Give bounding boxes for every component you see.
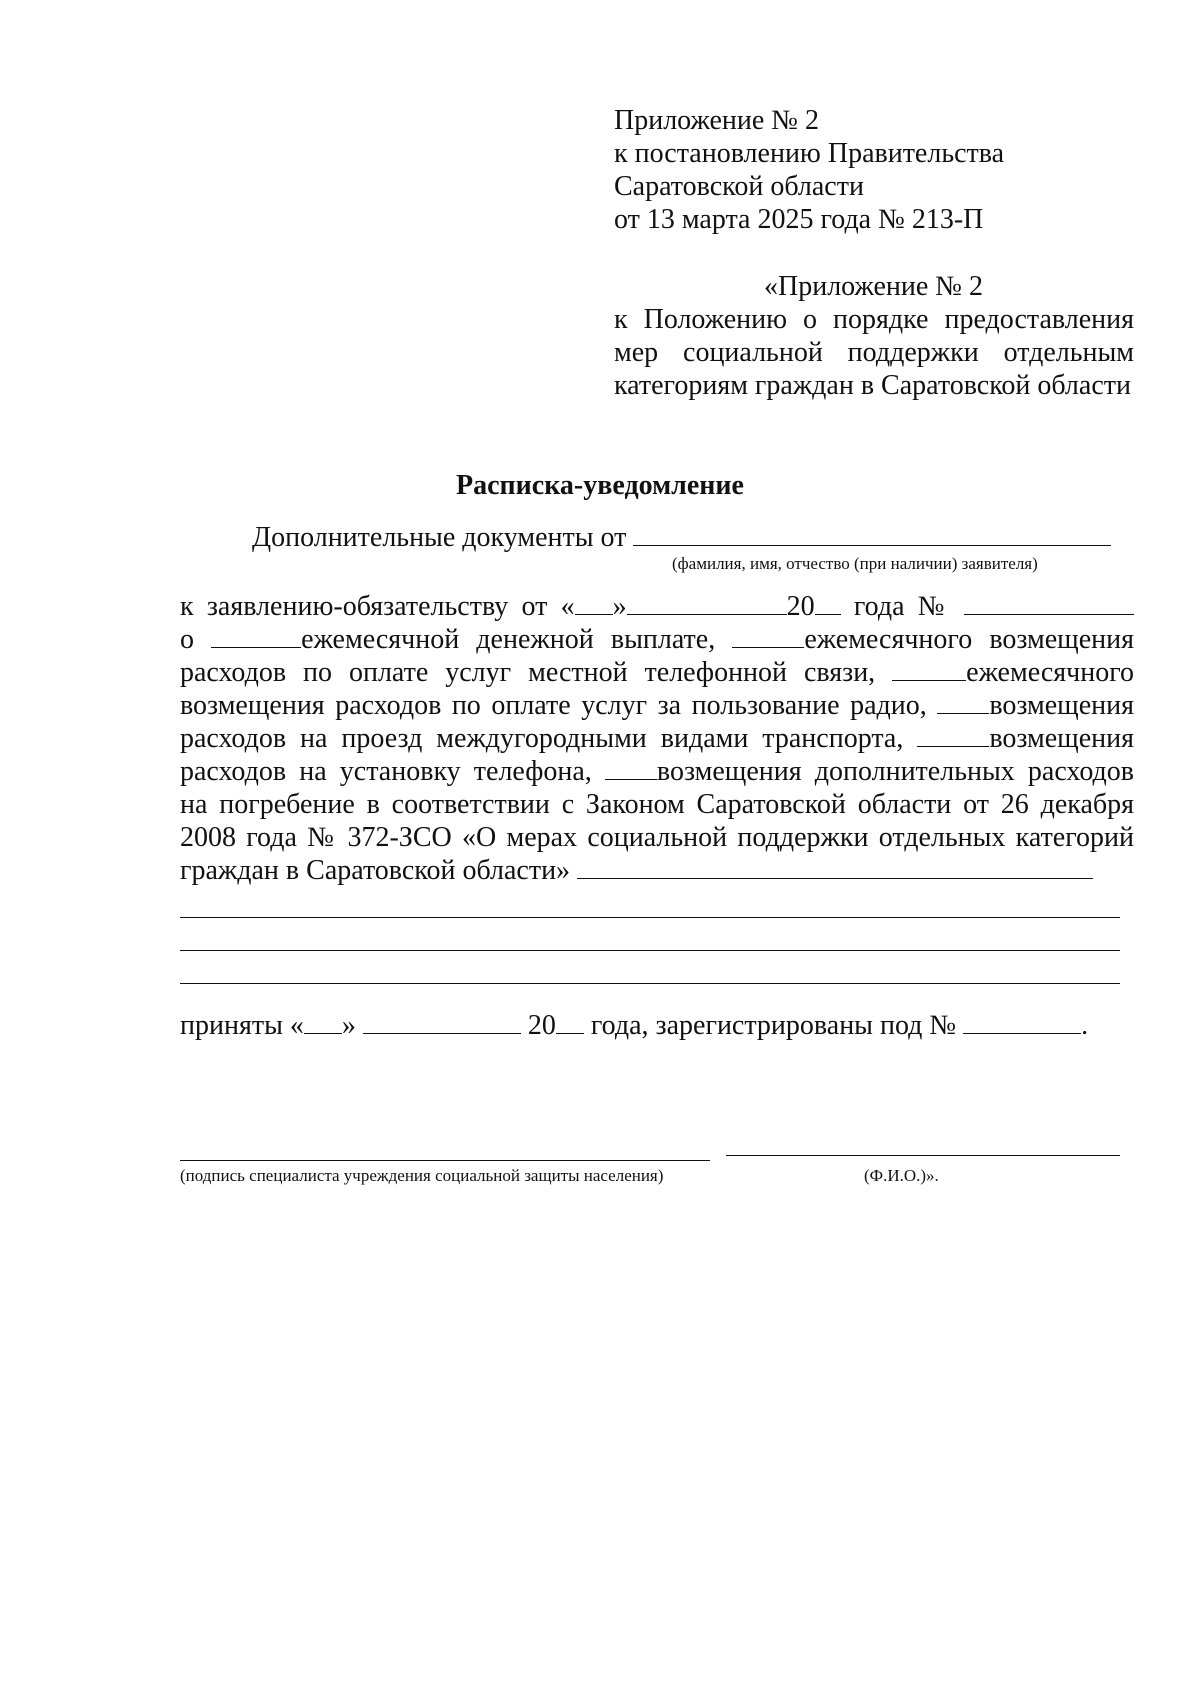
- statement-line: [180, 854, 1134, 887]
- docs-from-line: [252, 522, 1111, 554]
- monthly-payment-field[interactable]: [211, 625, 301, 648]
- funeral-compensation-field[interactable]: [605, 757, 657, 780]
- year-field[interactable]: [815, 592, 841, 615]
- annex-line: мер социальной поддержки отдельным: [614, 337, 1134, 368]
- documents-list-field[interactable]: [577, 856, 1093, 879]
- accepted-text: .: [1081, 1010, 1089, 1041]
- statement-line: на погребение в соответствии с Законом Саратовской области от 26 декабря: [180, 789, 1134, 820]
- accepted-year-field[interactable]: [556, 1011, 584, 1034]
- statement-text: расходов на проезд междугородными видами транспорта,: [180, 723, 904, 754]
- phone-compensation-field[interactable]: [732, 625, 804, 648]
- approval-line: Саратовской области: [614, 171, 864, 202]
- statement-line: [180, 623, 1134, 656]
- statement-text: возмещения дополнительных расходов: [656, 756, 1134, 787]
- accepted-day-field[interactable]: [304, 1011, 342, 1034]
- statement-text: возмещения: [989, 723, 1135, 754]
- approval-line: Приложение № 2: [614, 105, 819, 136]
- docs-from-label: Дополнительные документы от: [252, 522, 627, 553]
- statement-text: ежемесячной денежной выплате,: [301, 624, 716, 655]
- statement-line: [180, 656, 1134, 689]
- approval-block: [614, 104, 1004, 236]
- statement-text: ежемесячного: [966, 657, 1134, 688]
- specialist-signature-line[interactable]: [180, 1160, 710, 1161]
- phone-install-field[interactable]: [917, 724, 989, 747]
- statement-line: [180, 755, 1134, 788]
- statement-text: возмещения расходов по оплате услуг за пользование радио,: [180, 690, 927, 721]
- accepted-text: 20: [527, 1010, 556, 1041]
- documents-list-line[interactable]: [180, 950, 1120, 951]
- statement-text: 20: [786, 591, 815, 622]
- statement-text: расходов по оплате услуг местной телефонной связи,: [180, 657, 876, 688]
- statement-text: граждан в Саратовской области»: [180, 855, 571, 886]
- statement-text: о: [180, 624, 194, 655]
- name-caption: (Ф.И.О.)».: [864, 1166, 939, 1185]
- statement-text: к заявлению-обязательству от «: [180, 591, 575, 622]
- signature-caption: (подпись специалиста учреждения социальной защиты населения): [180, 1166, 664, 1185]
- registration-number-field[interactable]: [963, 1011, 1081, 1034]
- transport-compensation-field[interactable]: [937, 691, 989, 714]
- application-number-field[interactable]: [964, 592, 1134, 615]
- accepted-text: »: [341, 1010, 356, 1041]
- statement-line: 2008 года № 372-ЗСО «О мерах социальной поддержки отдельных категорий: [180, 822, 1134, 853]
- statement-text: года №: [853, 591, 951, 622]
- annex-line: к Положению о порядке предоставления: [614, 304, 1134, 335]
- statement-line: [180, 722, 1134, 755]
- month-field[interactable]: [627, 592, 787, 615]
- documents-list-line[interactable]: [180, 983, 1120, 984]
- annex-block: [614, 270, 1134, 402]
- approval-line: к постановлению Правительства: [614, 138, 1005, 169]
- approval-line: от 13 марта 2025 года № 213-П: [614, 204, 984, 235]
- annex-line: «Приложение № 2: [764, 271, 983, 302]
- statement-text: расходов на установку телефона,: [180, 756, 592, 787]
- statement-text: ежемесячного возмещения: [804, 624, 1135, 655]
- applicant-name-field[interactable]: [633, 523, 1111, 546]
- annex-line: категориям граждан в Саратовской области: [614, 370, 1131, 401]
- statement-line: [180, 590, 1134, 623]
- applicant-name-caption: (фамилия, имя, отчество (при наличии) заявителя): [672, 554, 1038, 573]
- day-field[interactable]: [575, 592, 613, 615]
- document-title: Расписка-уведомление: [456, 470, 744, 501]
- accepted-month-field[interactable]: [363, 1011, 521, 1034]
- accepted-text: приняты «: [180, 1010, 304, 1041]
- statement-text: возмещения: [989, 690, 1135, 721]
- accepted-line: [180, 1010, 1088, 1042]
- statement-paragraph: [180, 590, 1134, 887]
- radio-compensation-field[interactable]: [892, 658, 966, 681]
- documents-list-line[interactable]: [180, 917, 1120, 918]
- statement-text: »: [612, 591, 627, 622]
- accepted-text: года, зарегистрированы под №: [590, 1010, 957, 1041]
- statement-line: [180, 689, 1134, 722]
- specialist-name-line[interactable]: [726, 1155, 1120, 1156]
